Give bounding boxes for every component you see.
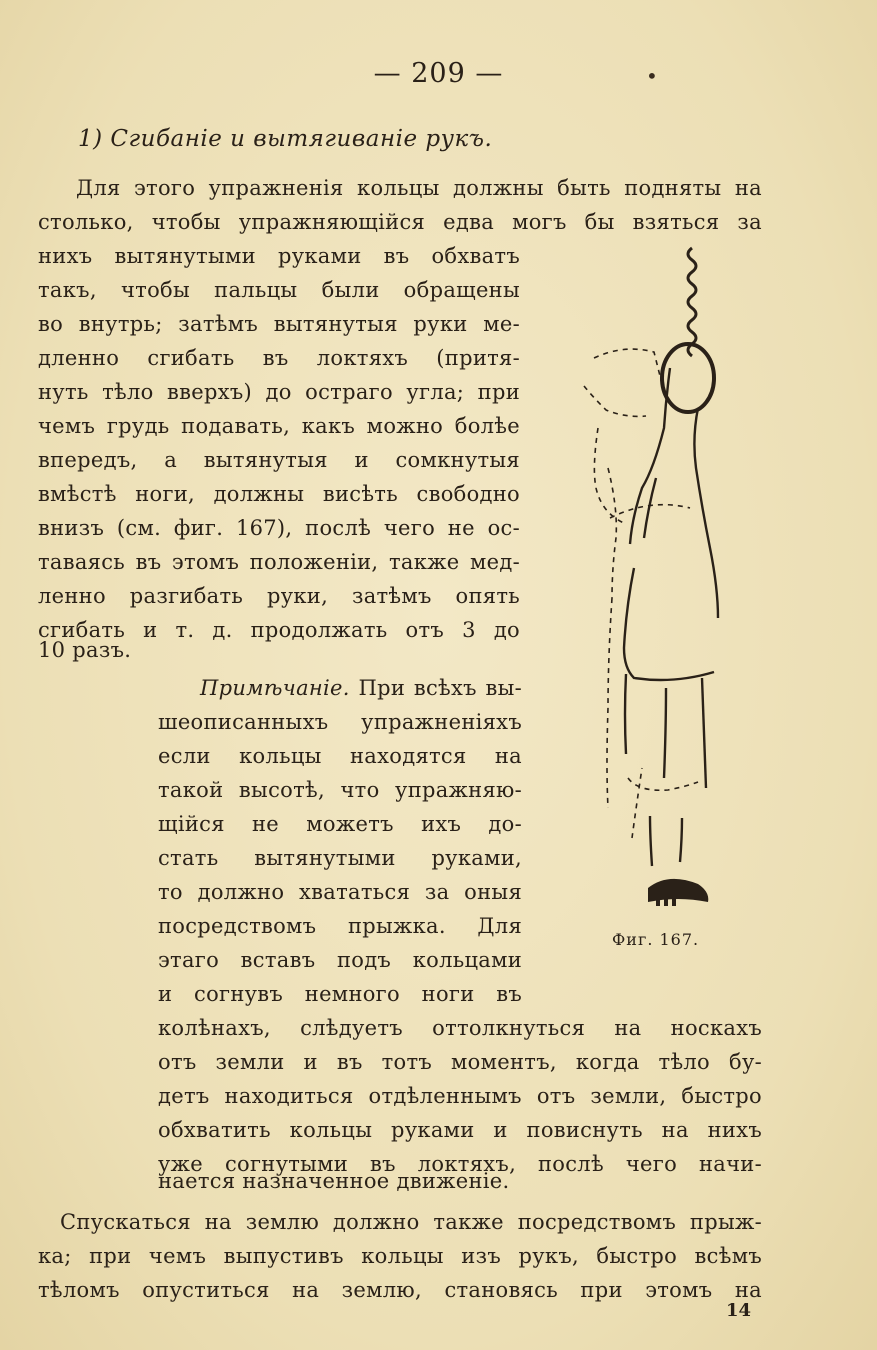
figure-caption: Фиг. 167. xyxy=(612,930,700,949)
body-line: таваясь въ этомъ положеніи, также мед- xyxy=(38,550,520,574)
note-line: и согнувъ немного ноги въ xyxy=(158,982,522,1006)
ring-hang-illustration xyxy=(570,238,730,928)
ink-dot: • xyxy=(646,64,658,88)
note-wide-line: детъ находиться отдѣленнымъ отъ земли, быстро xyxy=(158,1084,762,1108)
final-line-3: тѣломъ опуститься на землю, становясь при этомъ на xyxy=(38,1278,762,1302)
section-heading: 1) Сгибаніе и вытягиваніе рукъ. xyxy=(78,126,493,152)
note-line: то должно хвататься за оныя xyxy=(158,880,522,904)
body-line: нихъ вытянутыми руками въ обхватъ xyxy=(38,244,520,268)
body-line: чемъ грудь подавать, какъ можно болѣе xyxy=(38,414,520,438)
note-line: щійся не можетъ ихъ до- xyxy=(158,812,522,836)
note-line: такой высотѣ, что упражняю- xyxy=(158,778,522,802)
signature-mark: 14 xyxy=(726,1300,752,1321)
solid-figure-outline xyxy=(624,368,718,866)
note-line: стать вытянутыми руками, xyxy=(158,846,522,870)
final-line-1: Спускаться на землю должно также посредствомъ прыж- xyxy=(60,1210,762,1234)
note-wide-line: колѣнахъ, слѣдуетъ оттолкнуться на носкахъ xyxy=(158,1016,762,1040)
note-wide-line: уже согнутыми въ локтяхъ, послѣ чего начи- xyxy=(158,1152,762,1176)
note-line: этаго вставъ подъ кольцами xyxy=(158,948,522,972)
note-line: шеописанныхъ упражненіяхъ xyxy=(158,710,522,734)
body-line: сгибать и т. д. продолжать отъ 3 до xyxy=(38,618,520,642)
body-line: ленно разгибать руки, затѣмъ опять xyxy=(38,584,520,608)
note-label: Примѣчаніе. xyxy=(200,676,350,700)
rope-icon xyxy=(688,248,696,356)
page-number: — 209 — xyxy=(373,58,504,89)
body-line: дленно сгибать въ локтяхъ (притя- xyxy=(38,346,520,370)
body-line-last: 10 разъ. xyxy=(38,638,132,662)
intro-line-2: столько, чтобы упражняющійся едва могъ бы взяться за xyxy=(38,210,762,234)
body-line: во внутрь; затѣмъ вытянутыя руки ме- xyxy=(38,312,520,336)
feet-icon xyxy=(648,879,708,906)
note-first-rest: При всѣхъ вы- xyxy=(358,676,522,700)
body-line: вмѣстѣ ноги, должны висѣть свободно xyxy=(38,482,520,506)
note-line: посредствомъ прыжка. Для xyxy=(158,914,522,938)
note-wide-line-last: нается назначенное движеніе. xyxy=(158,1169,510,1193)
intro-line-1: Для этого упражненія кольцы должны быть подняты на xyxy=(76,176,762,200)
note-wide-line: обхватить кольцы руками и повиснуть на нихъ xyxy=(158,1118,762,1142)
body-line: внизъ (см. фиг. 167), послѣ чего не ос- xyxy=(38,516,520,540)
note-line: если кольцы находятся на xyxy=(158,744,522,768)
dashed-figure-outline xyxy=(584,349,698,838)
note-first-line xyxy=(158,671,522,705)
body-line: такъ, чтобы пальцы были обращены xyxy=(38,278,520,302)
note-wide-line: отъ земли и въ тотъ моментъ, когда тѣло бу- xyxy=(158,1050,762,1074)
body-line: впередъ, а вытянутыя и сомкнутыя xyxy=(38,448,520,472)
body-line: нуть тѣло вверхъ) до остраго угла; при xyxy=(38,380,520,404)
final-line-2: ка; при чемъ выпустивъ кольцы изъ рукъ, быстро всѣмъ xyxy=(38,1244,762,1268)
